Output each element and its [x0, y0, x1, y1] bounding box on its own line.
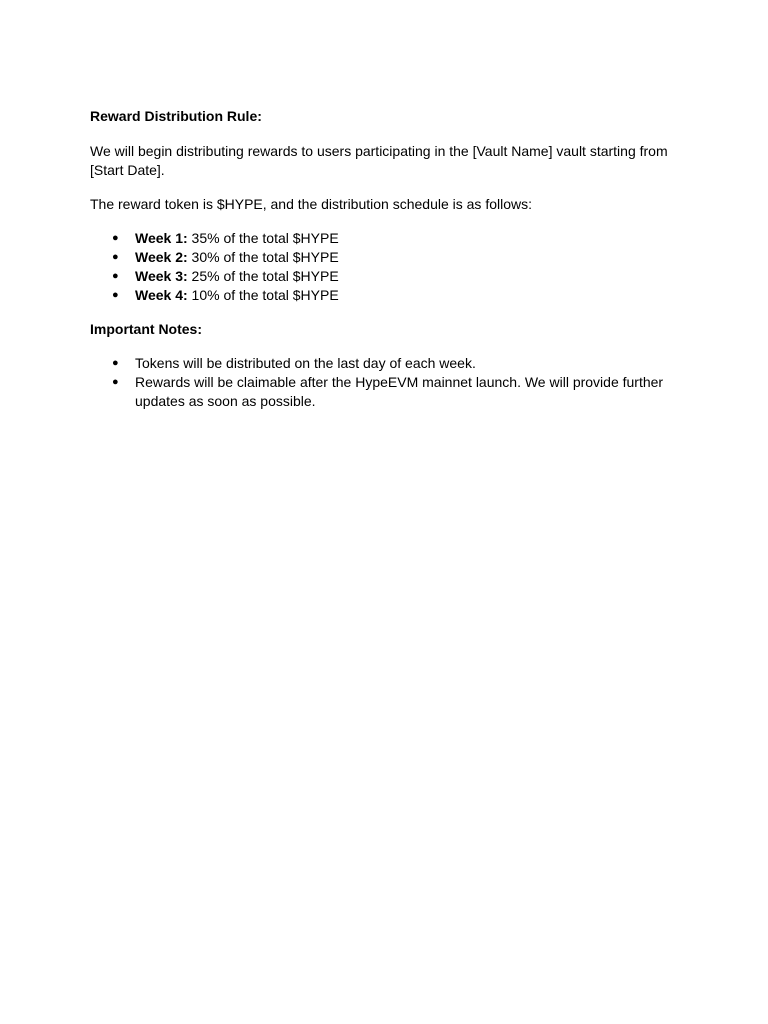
- document-title: Reward Distribution Rule:: [90, 108, 262, 124]
- list-item: [90, 229, 680, 248]
- week-label: Week 1:: [135, 230, 188, 246]
- list-item: [90, 267, 680, 286]
- token-paragraph: The reward token is $HYPE, and the distribution schedule is as follows:: [90, 196, 533, 212]
- schedule-list: [90, 229, 680, 305]
- notes-list: [90, 354, 680, 411]
- list-item: [90, 373, 680, 411]
- week-label: Week 4:: [135, 287, 188, 303]
- bullet-icon: ●: [112, 251, 119, 263]
- bullet-icon: ●: [112, 232, 119, 244]
- list-item: [90, 286, 680, 305]
- week-text: 25% of the total $HYPE: [187, 268, 339, 284]
- note-text: Tokens will be distributed on the last day of each week.: [135, 355, 476, 371]
- intro-paragraph: We will begin distributing rewards to users participating in the [Vault Name] vault starting from [Start Date].: [90, 143, 668, 178]
- week-text: 30% of the total $HYPE: [187, 249, 339, 265]
- note-text: Rewards will be claimable after the HypeEVM mainnet launch. We will provide further updates as soon as possible.: [135, 374, 664, 409]
- week-label: Week 3:: [135, 268, 188, 284]
- week-text: 35% of the total $HYPE: [187, 230, 339, 246]
- list-item: [90, 248, 680, 267]
- bullet-icon: ●: [112, 270, 119, 282]
- list-item: [90, 354, 680, 373]
- document-page: [90, 107, 680, 411]
- notes-title: Important Notes:: [90, 321, 202, 337]
- bullet-icon: ●: [112, 376, 119, 388]
- bullet-icon: ●: [112, 289, 119, 301]
- bullet-icon: ●: [112, 357, 119, 369]
- week-text: 10% of the total $HYPE: [187, 287, 339, 303]
- week-label: Week 2:: [135, 249, 188, 265]
